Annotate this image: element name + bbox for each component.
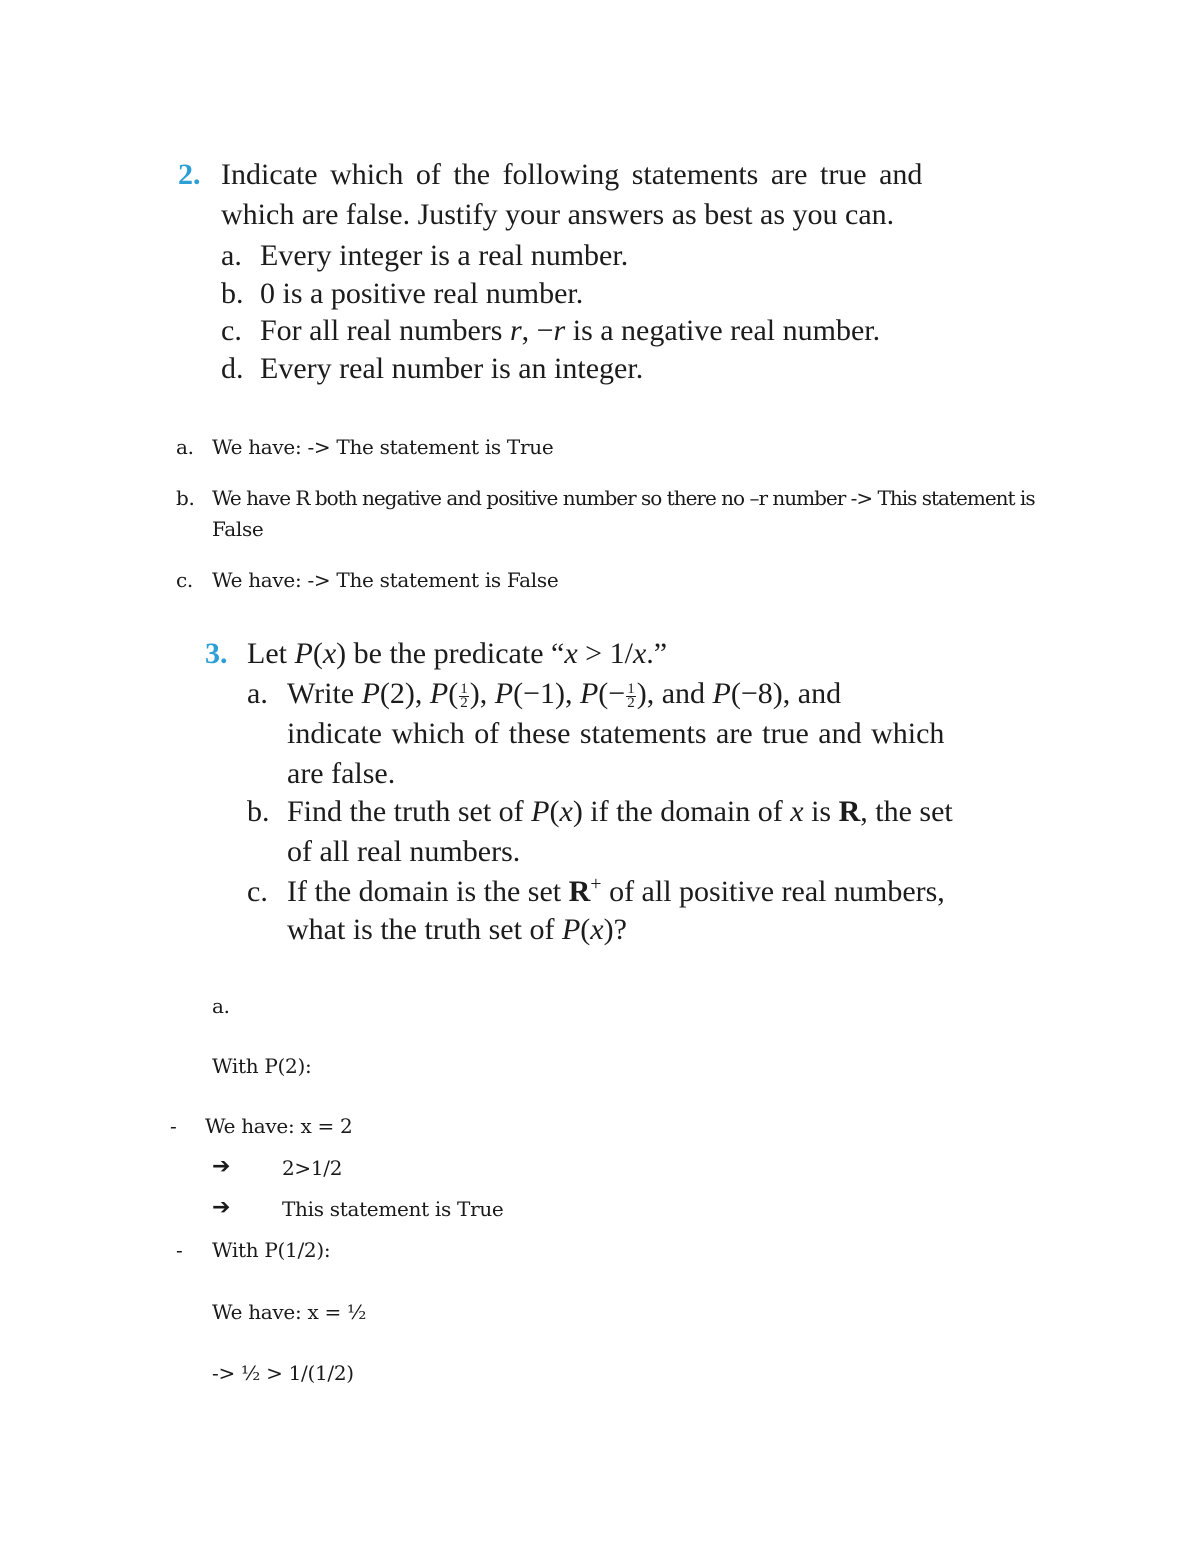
math-var: r: [553, 314, 566, 347]
problem-intro-line: which are false. Justify your answers as best as you can.: [221, 198, 895, 231]
arrow-right-icon: ➔: [212, 1154, 231, 1179]
answer-text: With P(1/2):: [212, 1238, 331, 1262]
item-label: d.: [221, 352, 244, 385]
item-text: For all real numbers: [260, 314, 510, 347]
item-text: Every integer is a real number.: [260, 239, 629, 272]
item-label: c.: [247, 875, 268, 908]
subquestion-c: c. If the domain is the set R+ of all positive real numbers,: [247, 873, 945, 908]
statement-item: [221, 352, 643, 386]
item-text: is a negative real number.: [565, 314, 881, 347]
subquestion-text: are false.: [287, 757, 396, 790]
statement-item: [221, 277, 583, 311]
item-label: b.: [247, 795, 270, 828]
problem-intro-line: Let P(x) be the predicate “x > 1/x.”: [247, 637, 668, 670]
subquestion-a: a. Write P(2), P( $\frac{1}{2}$ ), P(−1), P(− $\frac{1}{2}$ ), and P(−8), and: [247, 677, 842, 711]
statement-item: [221, 314, 880, 348]
answer-label: a.: [212, 994, 230, 1018]
item-text: , −: [521, 314, 554, 347]
answer-text: -> ½ > 1/(1/2): [212, 1361, 354, 1385]
fraction: $\frac{1}{2}$: [460, 680, 468, 711]
subquestion-b: b. Find the truth set of P(x) if the domain of x is R, the set: [247, 795, 953, 828]
math-var: r: [509, 314, 522, 347]
subquestion-text: indicate which of these statements are true and which: [287, 717, 945, 750]
problem-intro-line: Indicate which of the following statements are true and: [221, 158, 923, 191]
answer-text: We have: x = ½: [212, 1300, 367, 1324]
answer-marker: b.: [176, 486, 195, 510]
fraction: $\frac{1}{2}$: [627, 680, 635, 711]
answer-marker: a.: [176, 435, 194, 459]
problem-number: 3.: [205, 637, 228, 670]
answer-marker: c.: [176, 568, 193, 592]
subquestion-text: of all real numbers.: [287, 835, 521, 868]
dash-marker: -: [176, 1238, 183, 1262]
item-text: Every real number is an integer.: [260, 352, 644, 385]
item-label: a.: [221, 239, 242, 272]
item-label: a.: [247, 677, 268, 710]
answer-text: False: [212, 517, 264, 541]
answer-text: We have: -> The statement is True: [212, 435, 554, 459]
item-text: 0 is a positive real number.: [260, 277, 584, 310]
answer-text: We have R both negative and positive number so there no –r number -> This statement is: [212, 486, 1035, 510]
subquestion-text: what is the truth set of P(x)?: [287, 913, 627, 946]
answer-text: With P(2):: [212, 1054, 312, 1078]
answer-text: We have: x = 2: [205, 1114, 353, 1138]
item-label: c.: [221, 314, 242, 347]
answer-text: We have: -> The statement is False: [212, 568, 559, 592]
answer-text: 2>1/2: [282, 1156, 343, 1180]
answer-text: This statement is True: [282, 1197, 504, 1221]
problem-number: 2.: [178, 158, 201, 191]
arrow-right-icon: ➔: [212, 1195, 231, 1220]
statement-item: [221, 239, 628, 273]
dash-marker: -: [170, 1114, 177, 1138]
item-label: b.: [221, 277, 244, 310]
